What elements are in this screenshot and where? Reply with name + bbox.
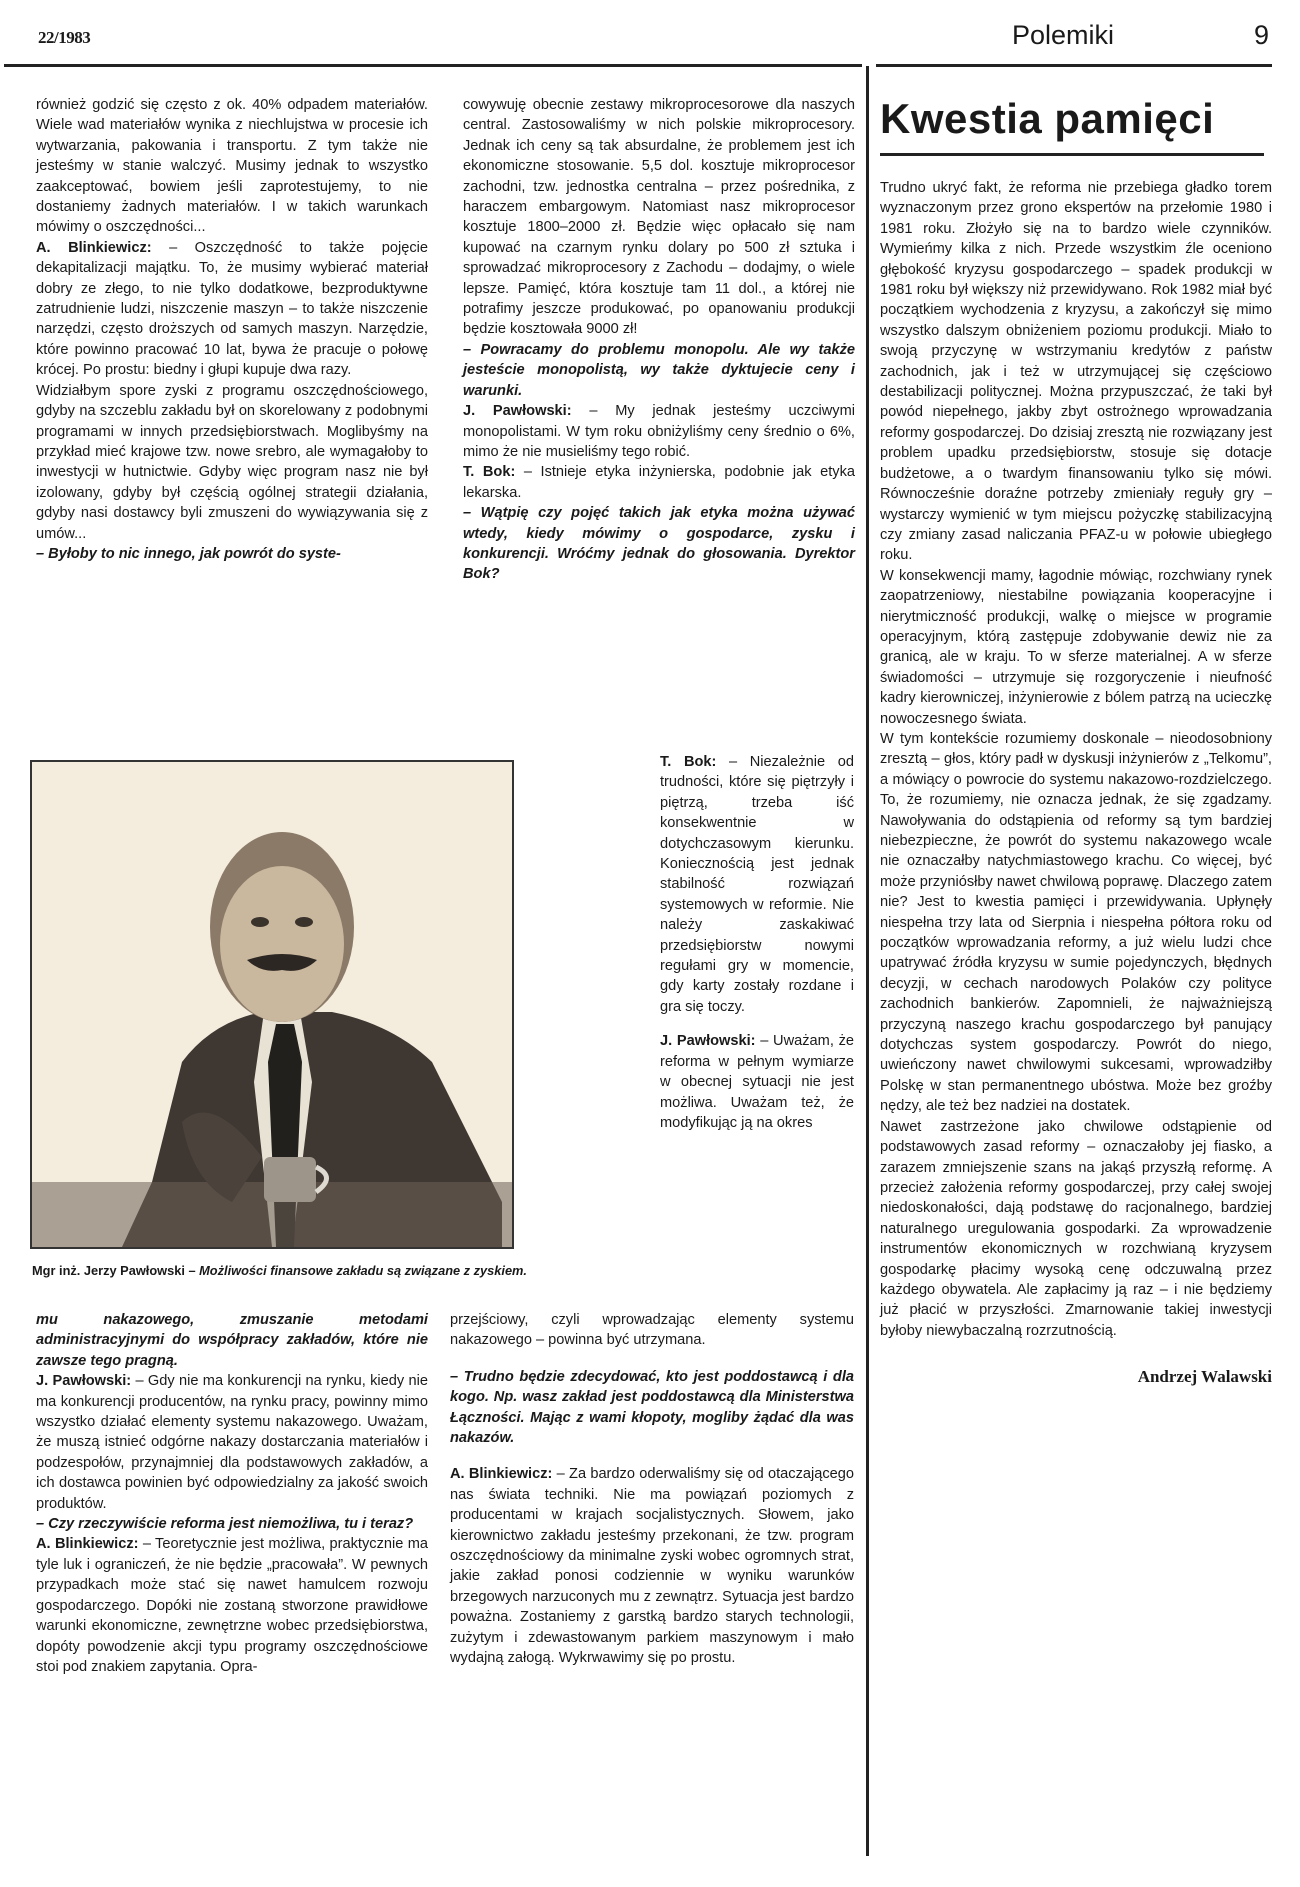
photo-caption <box>32 1262 642 1279</box>
interviewer-question: – Czy rzeczywiście reforma jest niemożliwa, tu i teraz? <box>36 1516 414 1533</box>
interview-column-2-lower <box>450 1310 854 1669</box>
interview-column-2 <box>463 95 855 585</box>
paragraph: J. Pawłowski: – My jednak jesteśmy uczciwymi monopolistami. W tym roku obniżyliśmy ceny średnio o 6%, mimo że nie musieliśmy tego robić. <box>463 403 855 460</box>
speaker-name: T. Bok: <box>463 464 516 481</box>
section-title: Polemiki <box>1012 20 1115 50</box>
author-signature: Andrzej Walawski <box>1137 1367 1272 1387</box>
interviewer-question: – Trudno będzie zdecydować, kto jest poddostawcą i dla kogo. Np. wasz zakład jest poddostawcą dla Ministerstwa Łączności. Mając z wami kłopoty, mogliby żądać dla was nakazów. <box>450 1368 854 1447</box>
paragraph: przejściowy, czyli wprowadzając elementy systemu nakazowego – powinna być utrzymana. <box>450 1312 854 1349</box>
speaker-name: J. Pawłowski: <box>463 403 572 420</box>
paragraph: Widziałbym spore zyski z programu oszczędnościowego, gdyby na szczeblu zakładu był on skorelowany z podobnymi programami w innych przedsiębiorstwach. Moglibyśmy na przykład mieć krajowe tzw. nowe srebro, ale wymagałoby to inwestycji w hutnictwie. Gdyby więc program nasz nie był izolowany, gdyby był częścią ogólnej strategii działania, gdyby nasi dostawcy byli zmuszeni do wywiązywania się z umów... <box>36 382 428 542</box>
paragraph: T. Bok: – Istnieje etyka inżynierska, podobnie jak etyka lekarska. <box>463 464 855 501</box>
speaker-name: A. Blinkiewicz: <box>36 1536 139 1553</box>
interviewer-question: mu nakazowego, zmuszanie metodami administracyjnymi do współpracy zakładów, które nie zawsze tego pragną. <box>36 1312 428 1369</box>
caption-name: Mgr inż. Jerzy Pawłowski – <box>32 1263 200 1278</box>
speaker-name: A. Blinkiewicz: <box>450 1466 553 1483</box>
interview-column-1 <box>36 95 428 564</box>
paragraph: również godzić się często z ok. 40% odpadem materiałów. Wiele wad materiałów wynika z niechlujstwa w procesie ich wytwarzania, pakowania i transportu. Z tym także nie jesteśmy w stanie walczyć. Musimy jednak to wszystko zaakceptować, bowiem jeśli zaprotestujemy, to nie dostaniemy żadnych materiałów. I w takich warunkach mówimy o oszczędności... <box>36 97 428 236</box>
speaker-name: A. Blinkiewicz: <box>36 239 152 256</box>
paragraph: A. Blinkiewicz: – Za bardzo oderwaliśmy się od otaczającego nas świata techniki. Nie ma powiązań poziomych z producentami w krajach socjalistycznych. Słowem, jako kierownictwo zakładu jesteśmy przekonani, że tzw. program oszczędnościowy da minimalne zyski wobec ogromnych strat, jakie zakład ponosi codziennie w wyniku warunków brzegowych narzuconych mu z zewnątrz. Sytuacja jest bardzo poważna. Zostaniemy z garstką bardzo starych technologii, zużytym i zdewastowanym parkiem maszynowym i mało wydajną załogą. Wykrwawimy się po prostu. <box>450 1466 854 1667</box>
paragraph: Nawet zastrzeżone jako chwilowe odstąpienie od podstawowych zasad reformy – oznaczałoby jej fiasko, a zarazem zmniejszenie szans na jakąś przyszłą reformę. A przecież założenia reformy gospodarczej, przy całej swojej niedoskonałości, dają podstawę do racjonalnego, bardziej naturalnego uregulowania gospodarki. Za wprowadzenie instrumentów ekonomicznych w rozchwianą kryzysem gospodarkę płacimy wysoką cenę odczuwalną przez każdego obywatela. Ale zapłacimy ją raz – i nie będziemy już płacić w przyszłości. Zmarnowanie takiej inwestycji byłoby niewybaczalną rozrzutnością. <box>880 1118 1272 1339</box>
article-headline: Kwestia pamięci <box>880 95 1215 142</box>
paragraph: Trudno ukryć fakt, że reforma nie przebiega gładko torem wyznaczonym przez grono ekspertów na przełomie 1980 i 1981 roku. Złożyło się na to bardzo wiele czynników. Wymieńmy kilka z nich. Przede wszystkim źle oceniono głębokość kryzysu gospodarczego – spadek produkcji w 1981 roku był większy niż przewidywano. Rok 1982 miał być początkiem wychodzenia z kryzysu, a zakończył się mimo wszystko dalszym obniżeniem poziomu produkcji. Miało to swoją przyczynę w wstrzymaniu kredytów z państw zachodnich, jak i też w utrzymującej się częściowo destabilizacji politycznej. Można przypuszczać, że taki był powód niepełnego, jakby zbyt ostrożnego wprowadzania reformy gospodarczej. Do dzisiaj zresztą nie rozwiązany jest problem upadku przedsiębiorstw, stosuje się dotacje budżetowe, a o twardym finansowaniu tylko się mówi. Równocześnie doraźne potrzeby zmieniały reguły gry – wystarczy wymienić w tym miejscu pożyczkę stabilizacyjną czy zmiany zasad naliczania PFAZ-u w połowie ubiegłego roku. <box>880 180 1272 564</box>
paragraph: A. Blinkiewicz: – Teoretycznie jest możliwa, praktycznie ma tyle luk i ograniczeń, że nie będzie „pracowała”. W pewnych przypadkach może stać się nawet hamulcem rozwoju gospodarczego. Dopóki nie zostaną stworzone prawidłowe warunki ekonomiczne, zewnętrzne wobec przedsiębiorstwa, dopóty powodzenie akcji typu programy oszczędnościowe stoi pod znakiem zapytania. Opra- <box>36 1536 428 1675</box>
paragraph: A. Blinkiewicz: – Oszczędność to także pojęcie dekapitalizacji majątku. To, że musimy wybierać materiał dobry ze złego, to nie tylko dodatkowe, bezproduktywne zatrudnienie ludzi, niszczenie maszyn – to także niszczenie narzędzi, często droższych od samych maszyn. Narzędzie, które powinno pracować 10 lat, bywa że pracuje o połowę krócej. Po prostu: biedny i głupi kupuje dwa razy. <box>36 239 428 379</box>
interviewer-question: – Powracamy do problemu monopolu. Ale wy także jesteście monopolistą, wy także dyktujecie ceny i warunki. <box>463 341 855 399</box>
caption-quote: Możliwości finansowe zakładu są związane z zyskiem. <box>199 1263 527 1278</box>
paragraph: W konsekwencji mamy, łagodnie mówiąc, rozchwiany rynek zaopatrzeniowy, niestabilne powiązania kooperacyjne i nierytmiczność produkcji, walkę o miejsce w programie operacyjnym, którą zastępuje zdobywanie dewiz nie za granicą, ale w kraju. To w sferze materialnej. A w sferze świadomości – utrzymuje się rozgoryczenie i nieufność kadry kierowniczej, inżynierowie z bólem patrzą na ucieczkę nowoczesnego świata. <box>880 567 1272 727</box>
interview-column-2-narrow <box>660 752 854 1133</box>
paragraph: J. Pawłowski: – Uważam, że reforma w pełnym wymiarze w obecnej sytuacji nie jest możliwa. Uważam też, że modyfikując ją na okres <box>660 1033 854 1131</box>
interviewer-question: – Byłoby to nic innego, jak powrót do syste- <box>36 545 341 562</box>
page-header <box>0 0 1300 66</box>
header-rule-left <box>4 64 862 67</box>
paragraph: J. Pawłowski: – Gdy nie ma konkurencji na rynku, kiedy nie ma konkurencji producentów, na rynku pracy, powinny mimo wszystko działać elementy systemu nakazowego. Uważam, że muszą istnieć odgórne nakazy dostarczania materiałów i podzespołów, przynajmniej dla podstawowych zakładów, a ich dostawca powinien być odpowiedzialny za jakość swoich produktów. <box>36 1373 428 1512</box>
speaker-name: J. Pawłowski: <box>660 1033 756 1050</box>
interviewer-question: – Wątpię czy pojęć takich jak etyka można używać wtedy, kiedy mówimy o gospodarce, zysku i konkurencji. Wróćmy jednak do głosowania. Dyrektor Bok? <box>463 505 855 583</box>
header-rule-right <box>876 64 1272 67</box>
editorial-column <box>880 95 1272 1388</box>
paragraph: cowywuję obecnie zestawy mikroprocesorowe dla naszych central. Zastosowaliśmy w nich polskie mikroprocesory. Jednak ich ceny są tak absurdalne, że problemem jest ich ekonomiczne stosowanie. 5,5 dol. kosztuje mikroprocesor zachodni, tzw. jednostka centralna – przez pośrednika, z haraczem embargowym. Natomiast nasz mikroprocesor kosztuje 1800–2000 zł. Będzie więc opłacało się nam kupować na czarnym rynku dolary po 500 zł sztuka i sprowadzać mikroprocesory z Zachodu – dodajmy, o wiele lepsze. Pamięć, która kosztuje tam 11 dol., a której nie potrafimy jeszcze produkować, po opanowaniu produkcji będzie kosztowała 9000 zł! <box>463 97 855 338</box>
interview-column-1-lower <box>36 1310 428 1677</box>
speaker-name: T. Bok: <box>660 754 717 770</box>
headline-rule <box>880 153 1264 156</box>
portrait-photo <box>30 760 514 1249</box>
paragraph: T. Bok: – Niezależnie od trudności, które się piętrzyły i piętrzą, trzeba iść konsekwentnie w dotychczasowym kierunku. Koniecznością jest jednak stabilność rozwiązań systemowych w reformie. Nie należy zaskakiwać przedsiębiorstw nowymi regułami gry w momencie, gdy karty zostały rozdane i gra się toczy. <box>660 754 854 1015</box>
column-divider <box>866 66 869 1856</box>
portrait-image <box>32 762 512 1247</box>
speaker-name: J. Pawłowski: <box>36 1373 132 1390</box>
issue-number: 22/1983 <box>38 28 91 47</box>
page-number: 9 <box>1254 20 1270 50</box>
paragraph: W tym kontekście rozumiemy doskonale – nieodosobniony zresztą – głos, który padł w dyskusji inżynierów z „Telkomu”, a mówiący o powrocie do systemu nakazowo-rozdzielczego. To, że rozumiemy, nie oznacza jednak, że się zgadzamy. Nawoływania do odstąpienia od reformy są tym bardziej niebezpieczne, że powrót do systemu nakazowego wcale nie oznaczałby natychmiastowego krachu. Co więcej, być może przyniósłby nawet chwilową poprawę. Dlaczego zatem nie? Jest to kwestia pamięci i przewidywania. Upłynęły niespełna trzy lata od Sierpnia i niespełna półtora roku od początków wprowadzania reformy, a już wielu ludzi chce upatrywać źródła kryzysu w sumie pojedynczych, błędnych decyzji, w cechach narodowych Polaków czy polityce zachodnich bankierów. Zapomnieli, że najważniejszą przyczyną naszego krachu gospodarczego był panujący dotychczas system gospodarczy. Powrót do niego, uwieńczony nawet chwilowymi sukcesami, wprowadziłby Polskę w stan permanentnego ubóstwa. Może bez groźby nędzy, ale też bez nadziei na dostatek. <box>880 730 1272 1115</box>
